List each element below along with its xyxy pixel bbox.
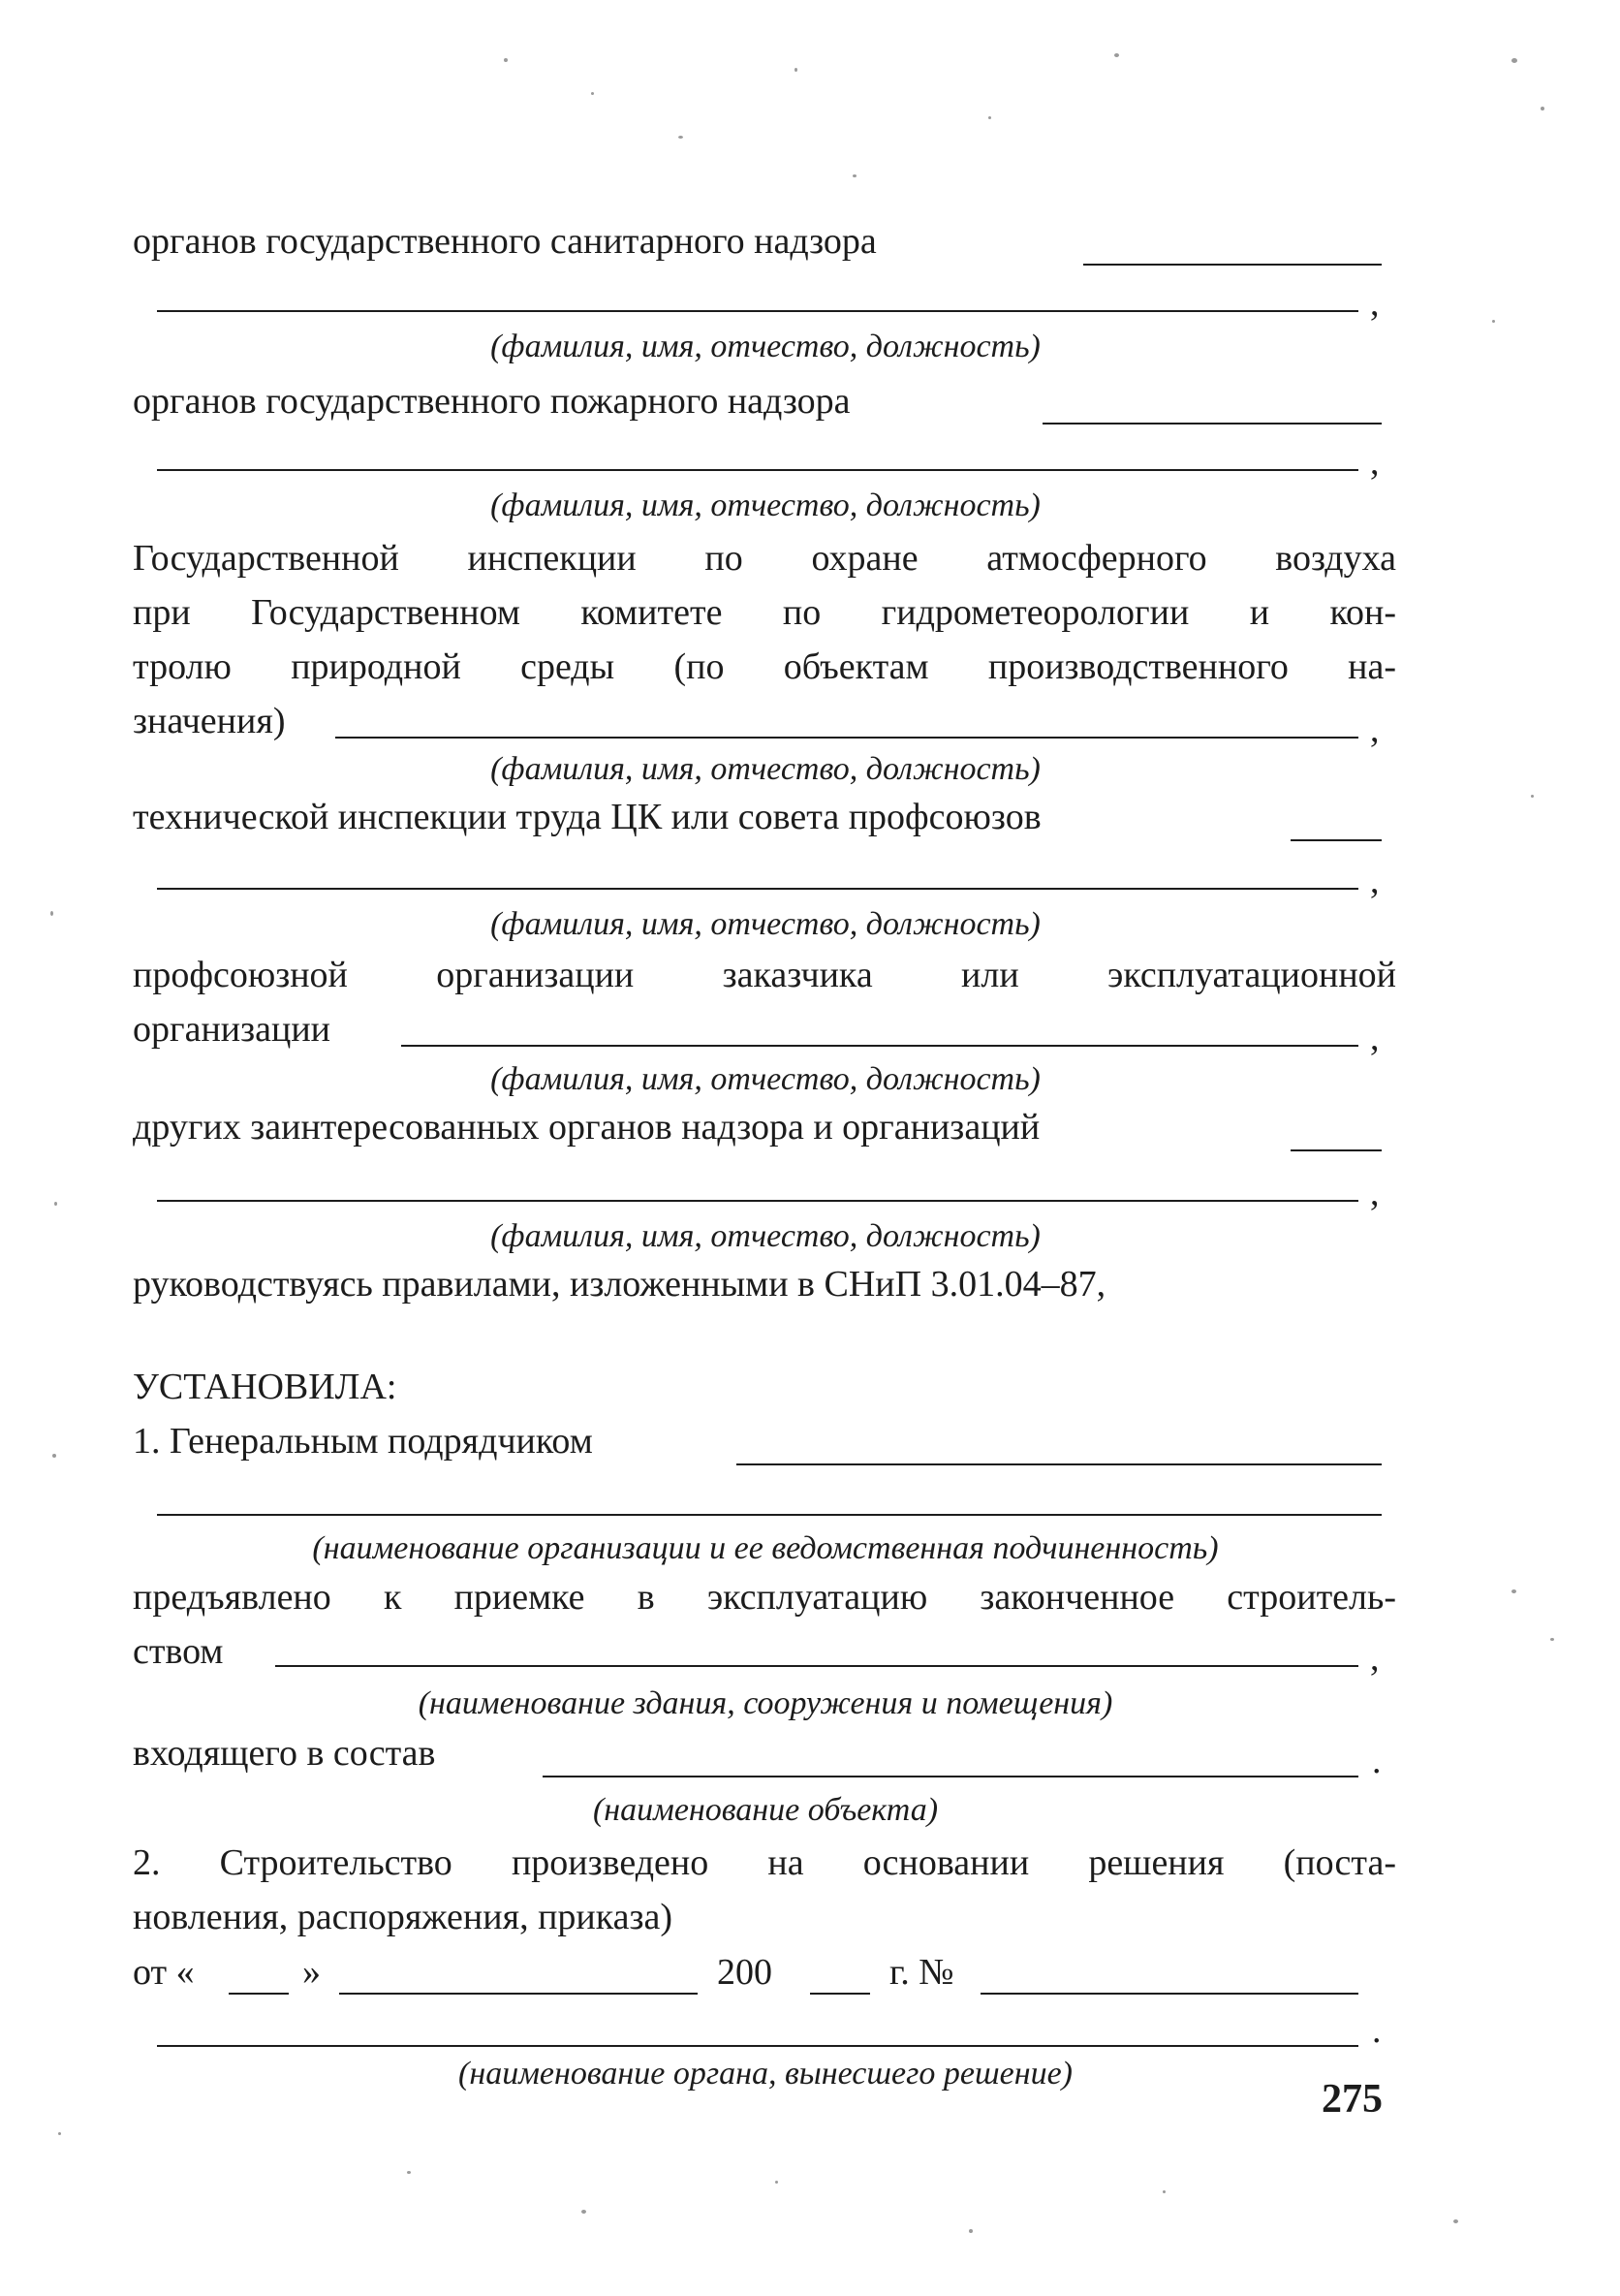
caption-fio-1: (фамилия, имя, отчество, должность) [490,329,1041,364]
line-other: других заинтересованных органов надзора и организаций [133,1107,1041,1148]
line-labor: технической инспекции труда ЦК или совета профсоюзов [133,797,1042,837]
caption-object: (наименование объекта) [592,1792,939,1828]
paragraph-atmo [133,531,1396,748]
paragraph-atmo-line-1: Государственной инспекции по охране атмосферного воздуха [133,538,1396,579]
paragraph-presented-line-1: предъявлено к приемке в эксплуатацию законченное строитель- [133,1577,1396,1618]
caption-fio-3: (фамилия, имя, отчество, должность) [490,751,1041,787]
blank-object [543,1776,1358,1777]
heading-established: УСТАНОВИЛА: [133,1367,397,1407]
paragraph-union-line-1: профсоюзной организации заказчика или эксплуатационной [133,955,1396,995]
paragraph-item2-line-1: 2. Строительство произведено на основании решения (поста- [133,1842,1396,1883]
blank-other-2 [157,1200,1358,1202]
line-item1: 1. Генеральным подрядчиком [133,1421,593,1462]
blank-number [981,1993,1358,1995]
comma: , [1370,709,1380,750]
period: . [1372,2010,1382,2051]
paragraph-union [133,948,1396,1056]
year-prefix: 200 [717,1952,772,1993]
blank-labor-2 [157,888,1358,890]
blank-fire-1 [1043,423,1382,425]
blank-day [229,1993,289,1995]
blank-atmo [335,737,1358,739]
paragraph-atmo-line-4: значения) [133,701,286,741]
line-sanitary: органов государственного санитарного надзора [133,221,877,262]
comma: , [1370,861,1380,901]
caption-building: (наименование здания, сооружения и помещения) [418,1685,1113,1721]
caption-org-name: (наименование организации и ее ведомственная подчиненность) [312,1530,1219,1566]
paragraph-item2-line-2: новления, распоряжения, приказа) [133,1897,673,1937]
caption-fio-2: (фамилия, имя, отчество, должность) [490,488,1041,523]
paragraph-presented [133,1570,1396,1679]
paragraph-item2 [133,1836,1396,1944]
paragraph-atmo-line-2: при Государственном комитете по гидрометеорологии и кон- [133,592,1396,633]
caption-fio-4: (фамилия, имя, отчество, должность) [490,906,1041,942]
comma: , [1370,283,1380,324]
blank-union [401,1045,1358,1047]
blank-contractor-2 [157,1514,1382,1516]
caption-authority: (наименование органа, вынесшего решение) [458,2056,1073,2092]
blank-authority [157,2045,1358,2047]
line-fire: органов государственного пожарного надзора [133,381,851,422]
blank-contractor-1 [736,1463,1382,1465]
period: . [1372,1741,1382,1781]
comma: , [1370,442,1380,483]
line-guided: руководствуясь правилами, изложенными в СНиП 3.01.04–87, [133,1264,1106,1305]
caption-fio-5: (фамилия, имя, отчество, должность) [490,1061,1041,1097]
page-number: 275 [1322,2077,1383,2122]
line-part-of: входящего в состав [133,1733,436,1774]
blank-month [339,1993,698,1995]
blank-sanitary-2 [157,310,1358,312]
paragraph-atmo-line-3: тролю природной среды (по объектам производственного на- [133,646,1396,687]
paragraph-union-line-2: организации [133,1009,331,1050]
caption-fio-6: (фамилия, имя, отчество, должность) [490,1218,1041,1254]
blank-labor-1 [1291,839,1382,841]
blank-sanitary-1 [1083,264,1382,266]
date-prefix: от « [133,1952,195,1993]
quote-close: » [302,1952,321,1993]
comma: , [1370,1173,1380,1213]
blank-other-1 [1291,1149,1382,1151]
blank-building [275,1665,1358,1667]
number-prefix: г. № [889,1952,954,1993]
paragraph-presented-line-2: ством [133,1631,224,1672]
comma: , [1370,1018,1380,1058]
blank-fire-2 [157,469,1358,471]
comma: , [1370,1638,1380,1679]
blank-year [810,1993,870,1995]
